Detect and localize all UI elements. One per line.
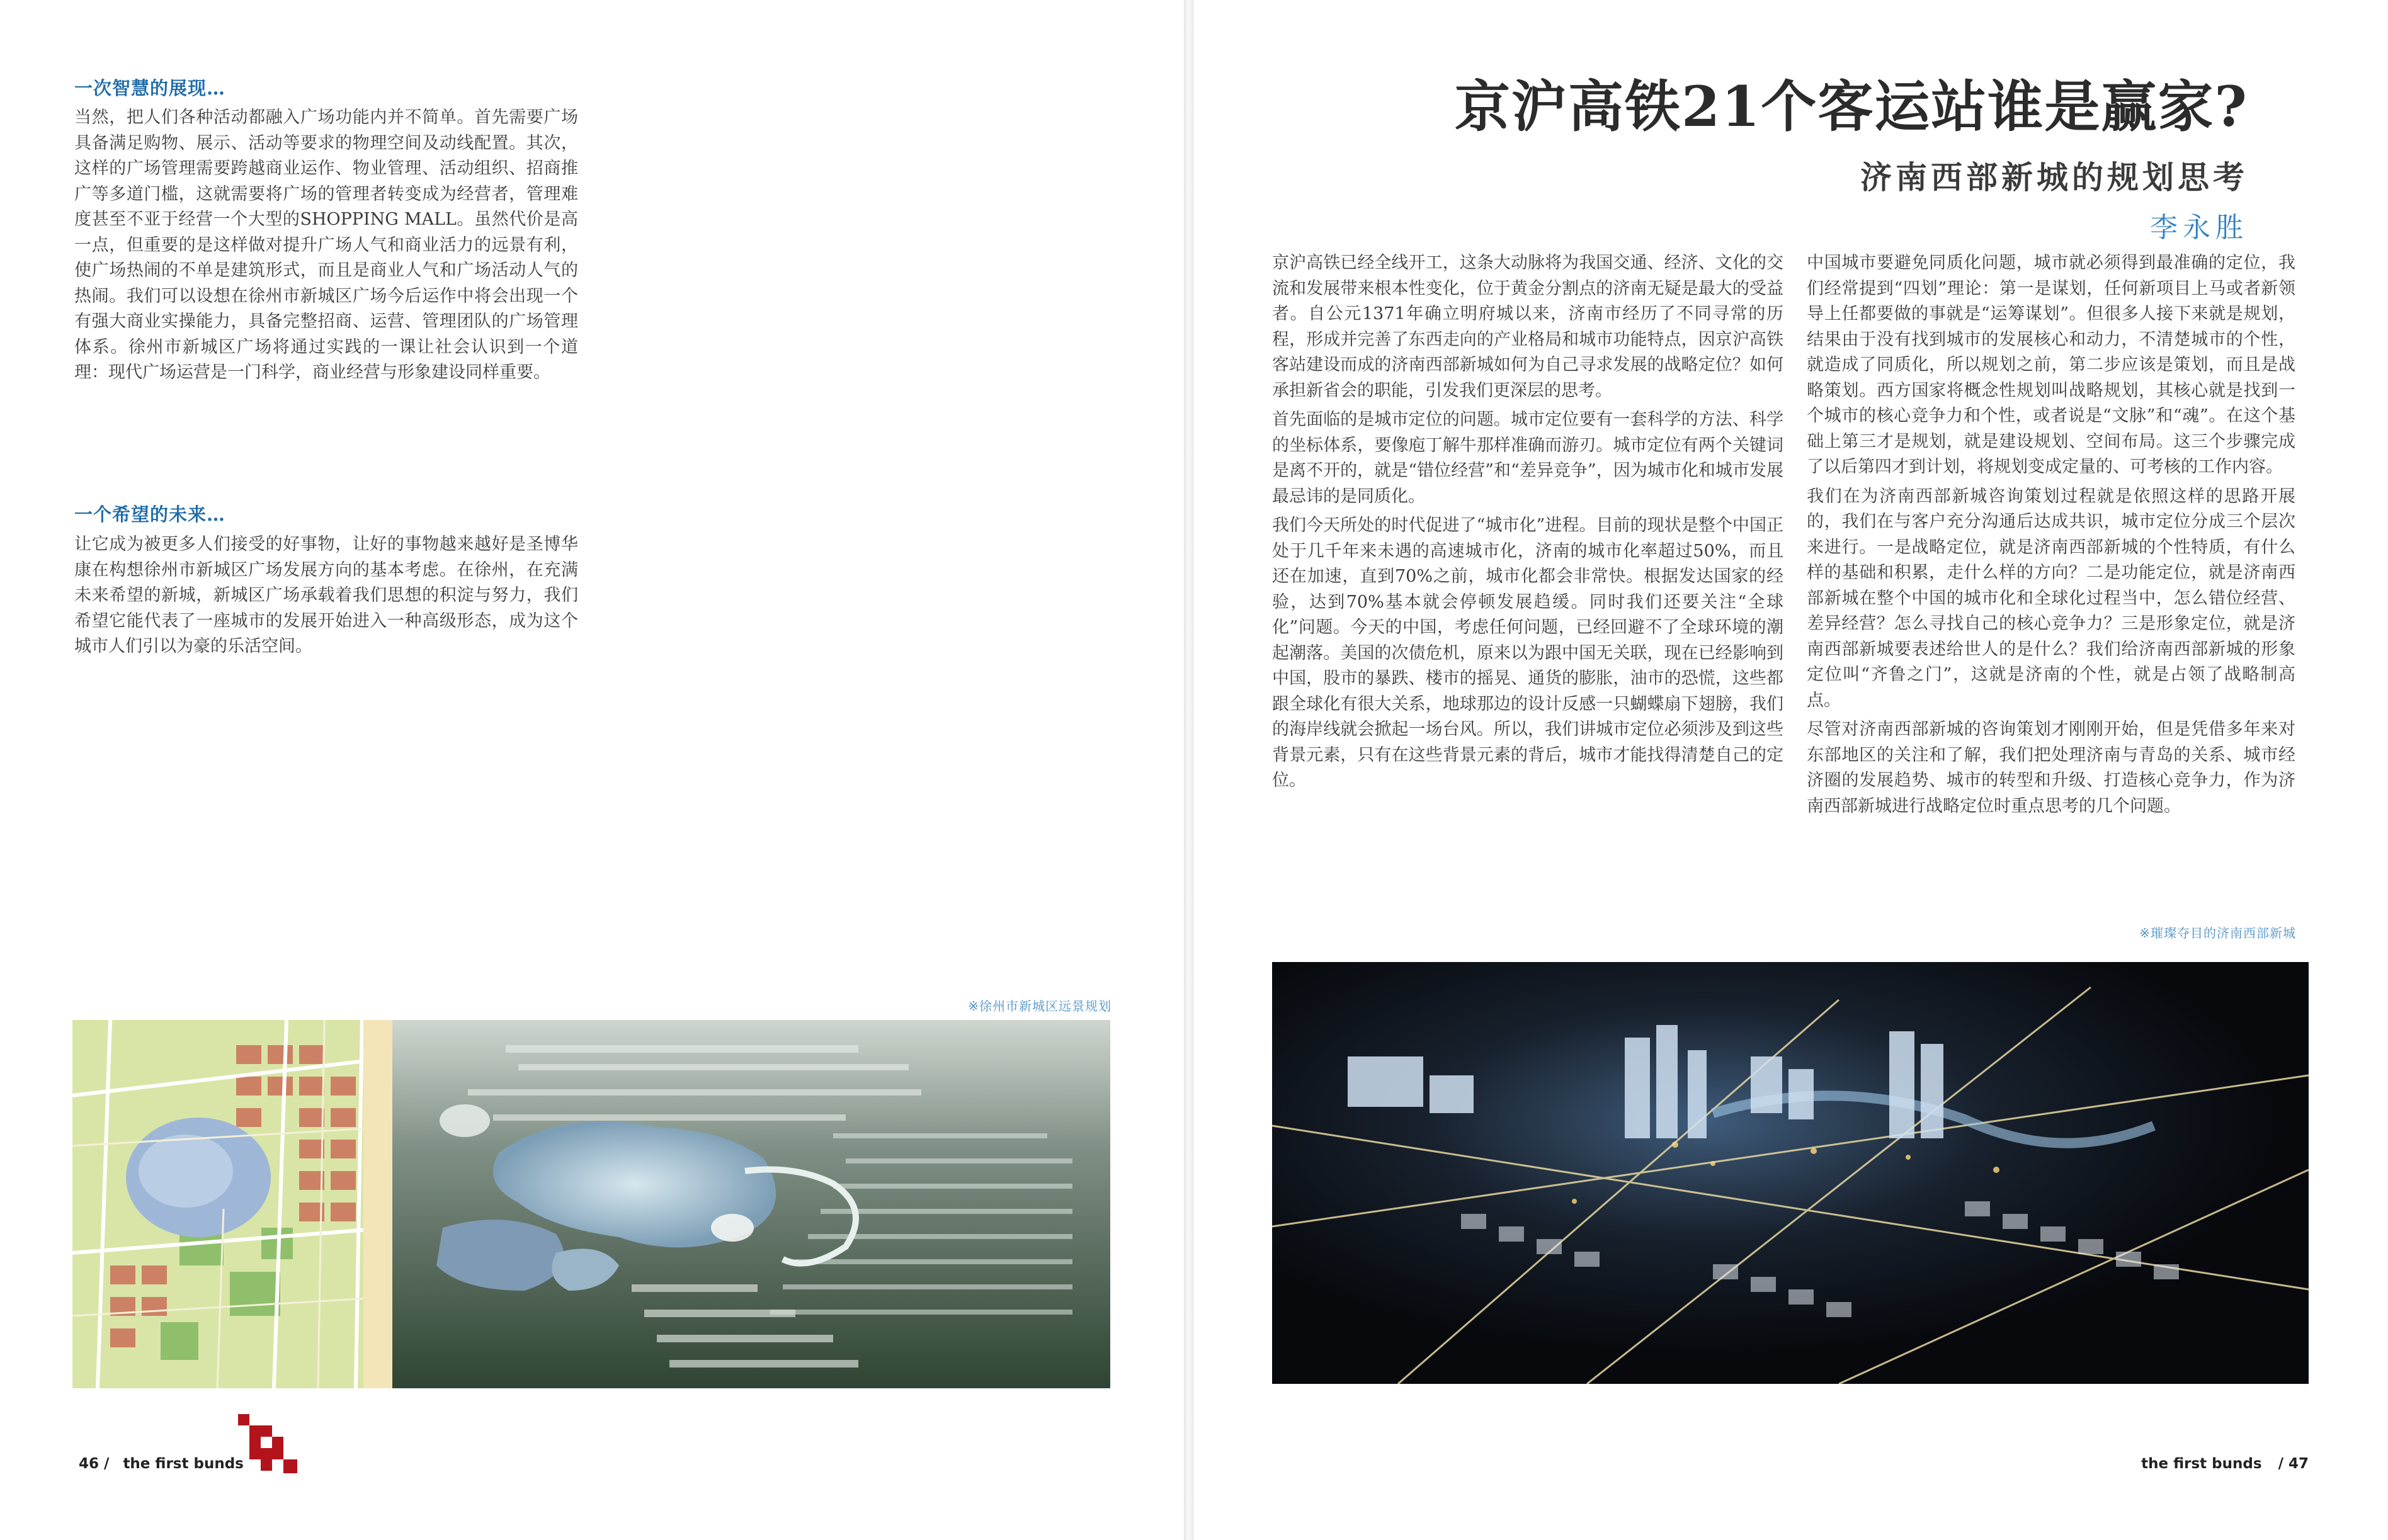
page-number: 46 / (79, 1456, 110, 1472)
paragraph: 我们今天所处的时代促进了“城市化”进程。目前的现状是整个中国正处于几千年来未遇的高速城市化，济南的城市化率超过50%，而且还在加速，直到70%之前，城市化都会非常快。根据发达国家的经验，达到70%基本就会停顿发展趋缓。同时我们还要关注“全球化”问题。今天的中国，考虑任何问题，已经回避不了全球环境的潮起潮落。美国的次债危机，原来以为跟中国无关联，现在已经影响到中国，股市的暴跌、楼市的摇晃、通货的膨胀，油市的恐慌，这些都跟全球化有很大关系，地球那边的设计反感一只蝴蝶扇下翅膀，我们的海岸线就会掀起一场台风。所以，我们讲城市定位必须涉及到这些背景元素，只有在这些背景元素的背后，城市才能找得清楚自己的定位。 (1272, 516, 1783, 790)
folio-page-number (79, 1456, 244, 1472)
image-caption-xuzhou: ※徐州市新城区远景规划 (968, 999, 1112, 1014)
magazine-name: the first bunds (2141, 1456, 2262, 1472)
xuzhou-site-plan-image (72, 1020, 392, 1388)
page-gutter (1184, 0, 1194, 1540)
left-page (0, 0, 1184, 1540)
article-column-1 (1272, 251, 1783, 798)
article-subtitle: 济南西部新城的规划思考 (1860, 159, 2248, 196)
paragraph: 我们在为济南西部新城咨询策划过程就是依照这样的思路开展的，我们在与客户充分沟通后达成共识，城市定位分成三个层次来进行。一是战略定位，就是济南西部新城的个性特质，有什么样的基础和积累，走什么样的方向？二是功能定位，就是济南西部新城在整个中国的城市化和全球化过程当中，怎么错位经营、差异经营？怎么寻找自己的核心竞争力？三是形象定位，就是济南西部新城要表述给世人的是什么？我们给济南西部新城的形象定位叫“齐鲁之门”，这就是济南的个性，就是占领了战略制高点。 (1807, 486, 2295, 710)
section-heading-hope: 一个希望的未来… (74, 504, 226, 525)
paragraph: 当然，把人们各种活动都融入广场功能内并不简单。首先需要广场具备满足购物、展示、活动等要求的物理空间及动线配置。其次，这样的广场管理需要跨越商业运作、物业管理、活动组织、招商推广等多道门槛，这就需要将广场的管理者转变成为经营者，管理难度甚至不亚于经营一个大型的SHOPPING MALL。虽然代价是高一点，但重要的是这样做对提升广场人气和商业活力的远景有利，使广场热闹的不单是建筑形式，而且是商业人气和广场活动人气的热闹。我们可以设想在徐州市新城区广场今后运作中将会出现一个有强大商业实操能力，具备完整招商、运营、管理团队的广场管理体系。徐州市新城区广场将通过实践的一课让社会认识到一个道理：现代广场运营是一门科学，商业经营与形象建设同样重要。 (74, 108, 578, 382)
page-number: / 47 (2278, 1456, 2309, 1472)
red-pixel-block-logo-icon (238, 1414, 301, 1477)
jinan-night-aerial-image (1272, 962, 2309, 1384)
paragraph: 京沪高铁已经全线开工，这条大动脉将为我国交通、经济、文化的交流和发展带来根本性变化，位于黄金分割点的济南无疑是最大的受益者。自公元1371年确立明府城以来，济南市经历了不同寻常的历程，形成并完善了东西走向的产业格局和城市功能特点，因京沪高铁客站建设而成的济南西部新城如何为自己寻求发展的战略定位？如何承担新省会的职能，引发我们更深层的思考。 (1272, 253, 1783, 400)
paragraph: 首先面临的是城市定位的问题。城市定位要有一套科学的方法、科学的坐标体系，要像庖丁解牛那样准确而游刃。城市定位有两个关键词是离不开的，就是“错位经营”和“差异竞争”，因为城市化和城市发展最忌讳的是同质化。 (1272, 410, 1783, 506)
section-body-wisdom (74, 105, 578, 390)
article-title: 京沪高铁21个客运站谁是赢家? (1454, 74, 2248, 139)
folio-page-number (2141, 1456, 2309, 1472)
article-author: 李永胜 (2150, 212, 2248, 244)
paragraph: 让它成为被更多人们接受的好事物，让好的事物越来越好是圣博华康在构想徐州市新城区广场发展方向的基本考虑。在徐州，在充满未来希望的新城，新城区广场承载着我们思想的积淀与努力，我们希望它能代表了一座城市的发展开始进入一种高级形态，成为这个城市人们引以为豪的乐活空间。 (74, 535, 578, 656)
article-column-2 (1807, 251, 2295, 823)
xuzhou-aerial-rendering-image (392, 1020, 1110, 1388)
magazine-name: the first bunds (123, 1456, 244, 1472)
section-heading-wisdom: 一次智慧的展现… (74, 77, 226, 99)
paragraph: 尽管对济南西部新城的咨询策划才刚刚开始，但是凭借多年来对东部地区的关注和了解，我们把处理济南与青岛的关系、城市经济圈的发展趋势、城市的转型和升级、打造核心竞争力，作为济南西部新城进行战略定位时重点思考的几个问题。 (1807, 720, 2295, 816)
right-page (1194, 0, 2388, 1540)
section-body-hope (74, 532, 578, 664)
paragraph: 中国城市要避免同质化问题，城市就必须得到最准确的定位，我们经常提到“四划”理论：第一是谋划，任何新项目上马或者新领导上任都要做的事就是“运筹谋划”。但很多人接下来就是规划，结果由于没有找到城市的发展核心和动力，不清楚城市的个性，就造成了同质化，所以规划之前，第二步应该是策划，而且是战略策划。西方国家将概念性规划叫战略规划，其核心就是找到一个城市的核心竞争力和个性，或者说是“文脉”和“魂”。在这个基础上第三才是规划，就是建设规划、空间布局。这三个步骤完成了以后第四才到计划，将规划变成定量的、可考核的工作内容。 (1807, 253, 2295, 477)
image-caption-jinan: ※璀璨夺目的济南西部新城 (2139, 926, 2296, 941)
